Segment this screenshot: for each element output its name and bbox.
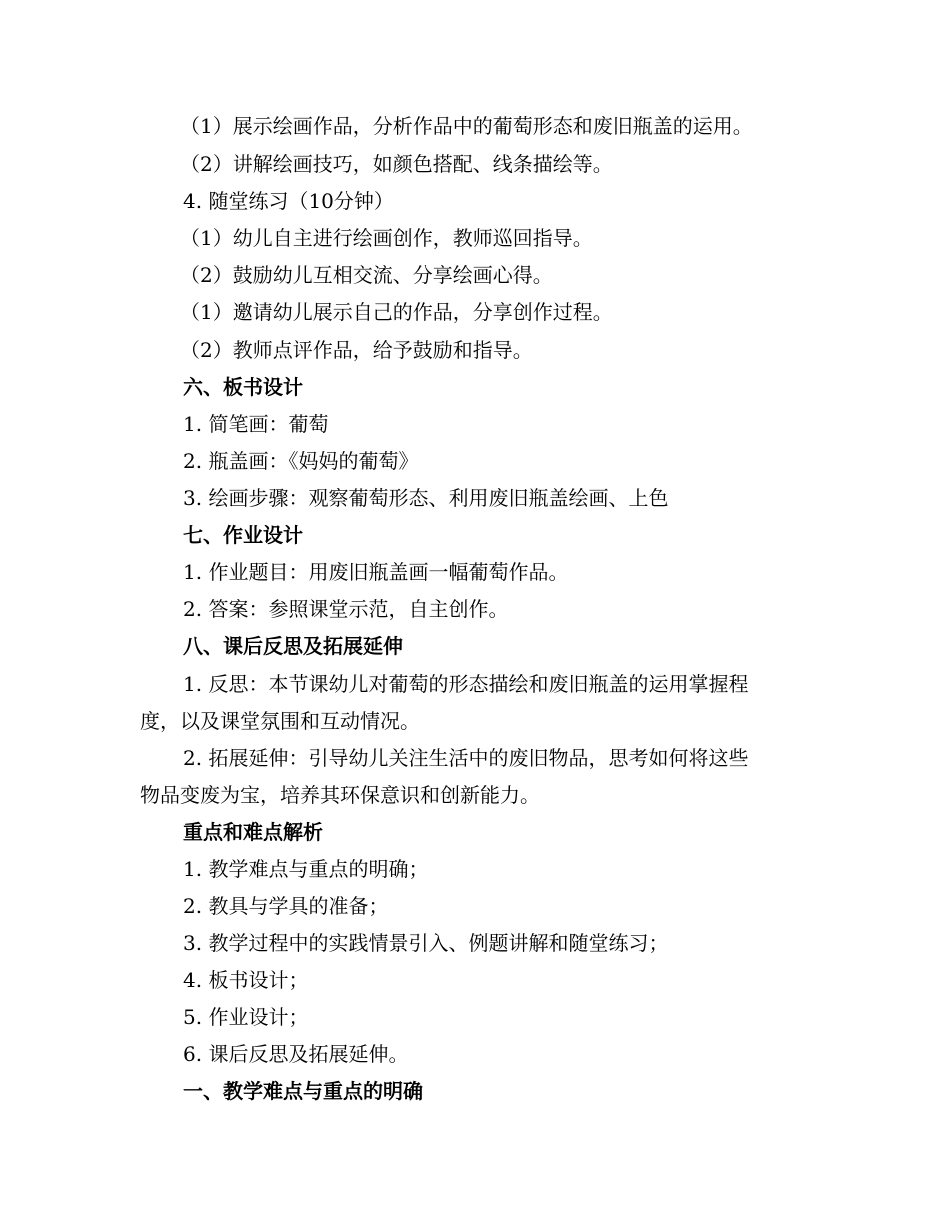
list-item: 2. 教具与学具的准备；	[183, 894, 389, 918]
list-item: 6. 课后反思及拓展延伸。	[183, 1042, 409, 1066]
list-item: 4. 板书设计；	[183, 968, 309, 992]
list-item: 1. 教学难点与重点的明确；	[183, 857, 429, 881]
list-item: 5. 作业设计；	[183, 1005, 309, 1029]
section-heading: 七、作业设计	[183, 523, 303, 547]
paragraph-line: （2）鼓励幼儿互相交流、分享绘画心得。	[180, 263, 553, 287]
list-item: 4. 随堂练习（10分钟）	[183, 189, 394, 213]
paragraph-line: 度，以及课堂氛围和互动情况。	[140, 709, 420, 733]
list-item: 3. 教学过程中的实践情景引入、例题讲解和随堂练习；	[183, 931, 669, 955]
section-heading: 六、板书设计	[183, 375, 303, 399]
paragraph-line: （1）幼儿自主进行绘画创作，教师巡回指导。	[180, 226, 593, 250]
section-heading: 八、课后反思及拓展延伸	[183, 634, 403, 658]
paragraph-line: （2）讲解绘画技巧，如颜色搭配、线条描绘等。	[180, 152, 613, 176]
paragraph-line: 1. 反思：本节课幼儿对葡萄的形态描绘和废旧瓶盖的运用掌握程	[183, 672, 749, 696]
section-heading: 一、教学难点与重点的明确	[183, 1079, 423, 1103]
paragraph-line: （1）展示绘画作品，分析作品中的葡萄形态和废旧瓶盖的运用。	[180, 114, 753, 138]
section-heading: 重点和难点解析	[183, 820, 323, 844]
list-item: 1. 简笔画：葡萄	[183, 412, 329, 436]
list-item: 3. 绘画步骤：观察葡萄形态、利用废旧瓶盖绘画、上色	[183, 486, 669, 510]
paragraph-line: （2）教师点评作品，给予鼓励和指导。	[180, 338, 533, 362]
list-item: 2. 瓶盖画：《妈妈的葡萄》	[183, 449, 419, 473]
paragraph-line: 2. 拓展延伸：引导幼儿关注生活中的废旧物品，思考如何将这些	[183, 746, 749, 770]
paragraph-line: 物品变废为宝，培养其环保意识和创新能力。	[140, 783, 540, 807]
paragraph-line: （1）邀请幼儿展示自己的作品，分享创作过程。	[180, 300, 613, 324]
list-item: 2. 答案：参照课堂示范，自主创作。	[183, 597, 509, 621]
list-item: 1. 作业题目：用废旧瓶盖画一幅葡萄作品。	[183, 560, 569, 584]
